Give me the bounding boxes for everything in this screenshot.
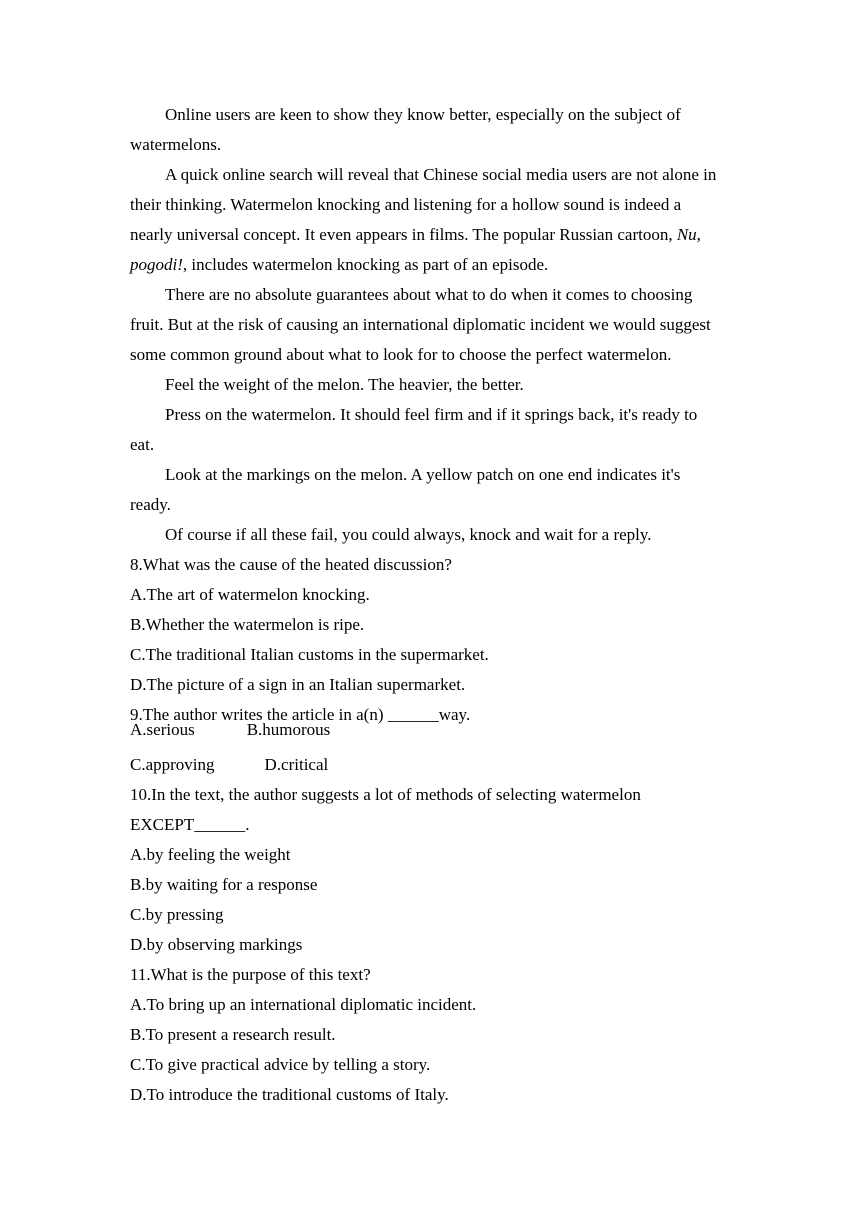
answer-option: D.by observing markings (130, 935, 303, 954)
answer-option: B.Whether the watermelon is ripe. (130, 615, 365, 634)
answer-option: A.by feeling the weight (130, 845, 291, 864)
answer-options-row (130, 750, 742, 780)
passage-paragraph-4 (130, 370, 742, 400)
question-stem: 11.What is the purpose of this text? (130, 965, 371, 984)
answer-option: D.critical (264, 755, 329, 774)
cartoon-title-part: pogodi! (130, 255, 183, 274)
answer-option: B.by waiting for a response (130, 875, 318, 894)
answer-option: C.The traditional Italian customs in the supermarket. (130, 645, 489, 664)
passage-paragraph-5 (130, 400, 742, 460)
text-line: A quick online search will reveal that Chinese social media users are not alone in (165, 165, 717, 184)
question-9 (130, 700, 742, 780)
passage-paragraph-1 (130, 100, 742, 160)
text-line: Look at the markings on the melon. A yellow patch on one end indicates it's (165, 465, 681, 484)
text-line: ready. (130, 495, 171, 514)
answer-option: D.To introduce the traditional customs of Italy. (130, 1085, 449, 1104)
passage-paragraph-2 (130, 160, 742, 280)
text-line: fruit. But at the risk of causing an international diplomatic incident we would suggest (130, 315, 711, 334)
text-line: Of course if all these fail, you could always, knock and wait for a reply. (165, 525, 652, 544)
question-10 (130, 780, 742, 960)
text-line: Press on the watermelon. It should feel firm and if it springs back, it's ready to (165, 405, 698, 424)
text-segment: nearly universal concept. It even appears in films. The popular Russian cartoon, (130, 225, 677, 244)
question-8 (130, 550, 742, 700)
answer-option: C.approving (130, 755, 215, 774)
question-stem: 8.What was the cause of the heated discussion? (130, 555, 452, 574)
text-segment: , includes watermelon knocking as part of an episode. (182, 255, 549, 274)
passage-paragraph-3 (130, 280, 742, 370)
text-line (130, 250, 742, 280)
question-stem: 10.In the text, the author suggests a lot of methods of selecting watermelon (130, 785, 641, 804)
text-line: watermelons. (130, 135, 222, 154)
cartoon-title-part: Nu (676, 225, 697, 244)
answer-option: C.by pressing (130, 905, 224, 924)
answer-option: C.To give practical advice by telling a story. (130, 1055, 431, 1074)
passage-paragraph-6 (130, 460, 742, 520)
answer-option: B.humorous (246, 720, 331, 739)
passage-paragraph-7 (130, 520, 742, 550)
answer-option: A.The art of watermelon knocking. (130, 585, 370, 604)
text-line: their thinking. Watermelon knocking and listening for a hollow sound is indeed a (130, 195, 682, 214)
text-segment: , (696, 225, 701, 244)
answer-option: A.serious (130, 720, 195, 739)
question-stem-continued: EXCEPT______. (130, 815, 250, 834)
text-line: some common ground about what to look for to choose the perfect watermelon. (130, 345, 672, 364)
text-line: Online users are keen to show they know better, especially on the subject of (165, 105, 681, 124)
answer-option: A.To bring up an international diplomatic incident. (130, 995, 477, 1014)
text-line: There are no absolute guarantees about what to do when it comes to choosing (165, 285, 693, 304)
document-page (130, 100, 742, 1110)
question-stem: 9.The author writes the article in a(n) ______way. (130, 705, 471, 724)
answer-option: D.The picture of a sign in an Italian supermarket. (130, 675, 466, 694)
question-11 (130, 960, 742, 1110)
answer-option: B.To present a research result. (130, 1025, 336, 1044)
text-line (130, 220, 742, 250)
text-line: eat. (130, 435, 155, 454)
text-line: Feel the weight of the melon. The heavier, the better. (165, 375, 524, 394)
